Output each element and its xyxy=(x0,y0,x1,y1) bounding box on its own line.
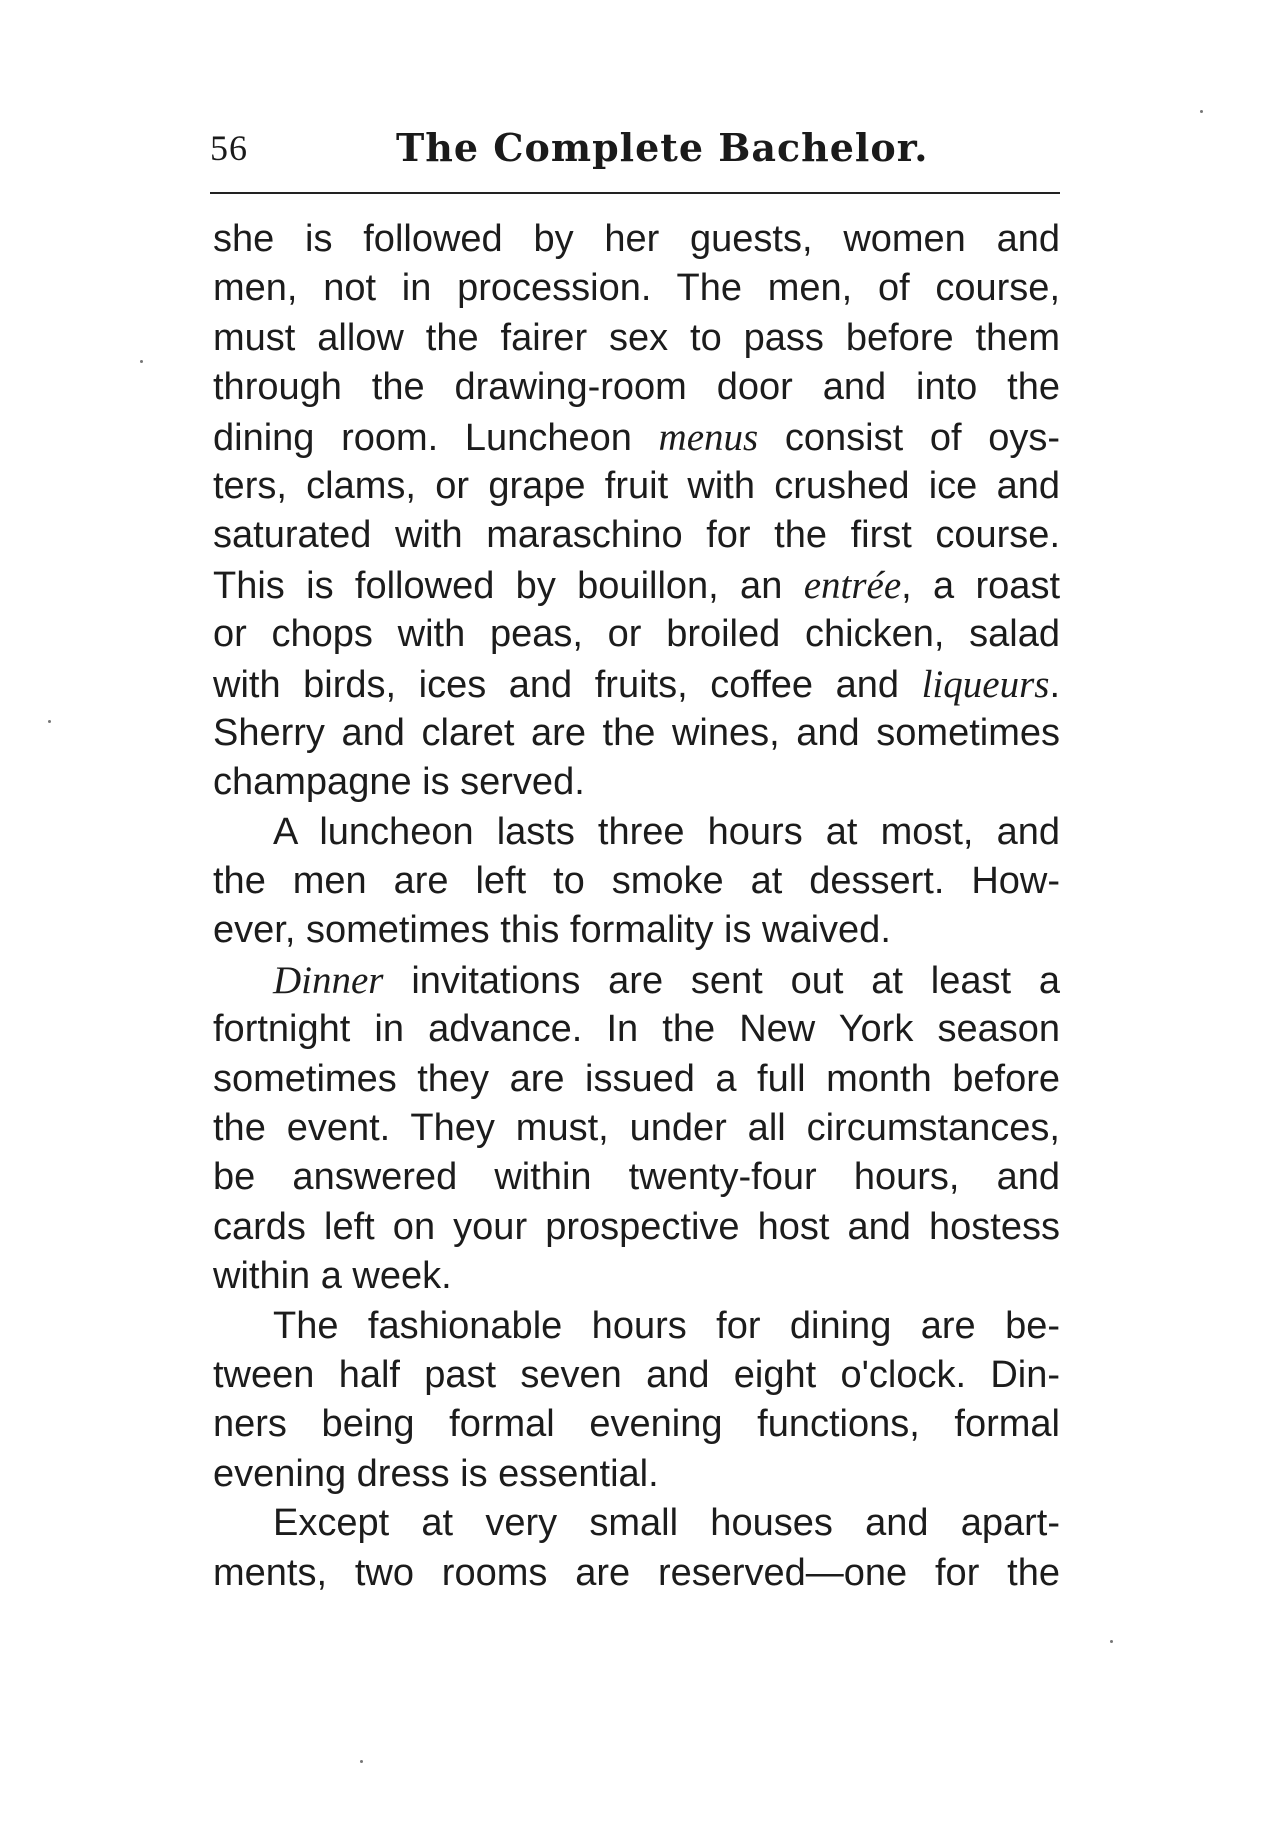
text-line: the men are left to smoke at dessert. How- xyxy=(213,860,1060,903)
italic-word: liqueurs xyxy=(921,662,1050,706)
page-number: 56 xyxy=(210,128,248,168)
text-line: Dinner invitations are sent out at least a xyxy=(273,958,1060,1002)
text-line: ners being formal evening functions, formal xyxy=(213,1403,1060,1446)
text-line: Except at very small houses and apart- xyxy=(273,1502,1060,1545)
text-line: with birds, ices and fruits, coffee and liqueurs. xyxy=(213,662,1060,706)
scan-speck xyxy=(140,360,143,363)
body-text xyxy=(213,215,1060,1598)
running-title: The Complete Bachelor. xyxy=(396,125,929,170)
text-line: within a week. xyxy=(213,1255,452,1298)
text-line: A luncheon lasts three hours at most, and xyxy=(273,810,1060,853)
text-line: Sherry and claret are the wines, and sometimes xyxy=(213,711,1060,754)
text-line: ters, clams, or grape fruit with crushed ice and xyxy=(213,464,1060,507)
text-line: sometimes they are issued a full month before xyxy=(213,1057,1060,1100)
text-line: cards left on your prospective host and hostess xyxy=(213,1205,1060,1248)
text-line: This is followed by bouillon, an entrée, a roast xyxy=(213,563,1061,607)
italic-word: entrée xyxy=(803,563,902,607)
text-line: through the drawing-room door and into the xyxy=(213,366,1060,409)
text-line: be answered within twenty-four hours, and xyxy=(213,1156,1060,1199)
scan-speck xyxy=(1110,1640,1113,1643)
text-line: ments, two rooms are reserved—one for the xyxy=(213,1551,1060,1594)
text-line: champagne is served. xyxy=(213,761,585,804)
text-line: dining room. Luncheon menus consist of oys- xyxy=(213,415,1060,459)
text-line: she is followed by her guests, women and xyxy=(213,218,1060,260)
italic-word: Dinner xyxy=(273,958,384,1002)
page-header xyxy=(210,118,1060,178)
text-line: ever, sometimes this formality is waived. xyxy=(213,909,891,952)
text-line: fortnight in advance. In the New York season xyxy=(213,1008,1060,1051)
text-line: tween half past seven and eight o'clock. Din- xyxy=(213,1353,1060,1396)
text-line: must allow the fairer sex to pass before them xyxy=(213,316,1060,359)
scan-speck xyxy=(360,1760,363,1763)
text-line: The fashionable hours for dining are be- xyxy=(273,1304,1060,1347)
text-line: the event. They must, under all circumstances, xyxy=(213,1107,1060,1150)
text-line: or chops with peas, or broiled chicken, salad xyxy=(213,613,1060,656)
text-line: men, not in procession. The men, of course, xyxy=(213,267,1060,310)
text-line: evening dress is essential. xyxy=(213,1452,659,1495)
scan-speck xyxy=(48,720,51,723)
text-line: saturated with maraschino for the first course. xyxy=(213,514,1060,557)
italic-word: menus xyxy=(658,415,759,459)
scan-speck xyxy=(1200,110,1203,113)
header-rule xyxy=(210,192,1060,194)
